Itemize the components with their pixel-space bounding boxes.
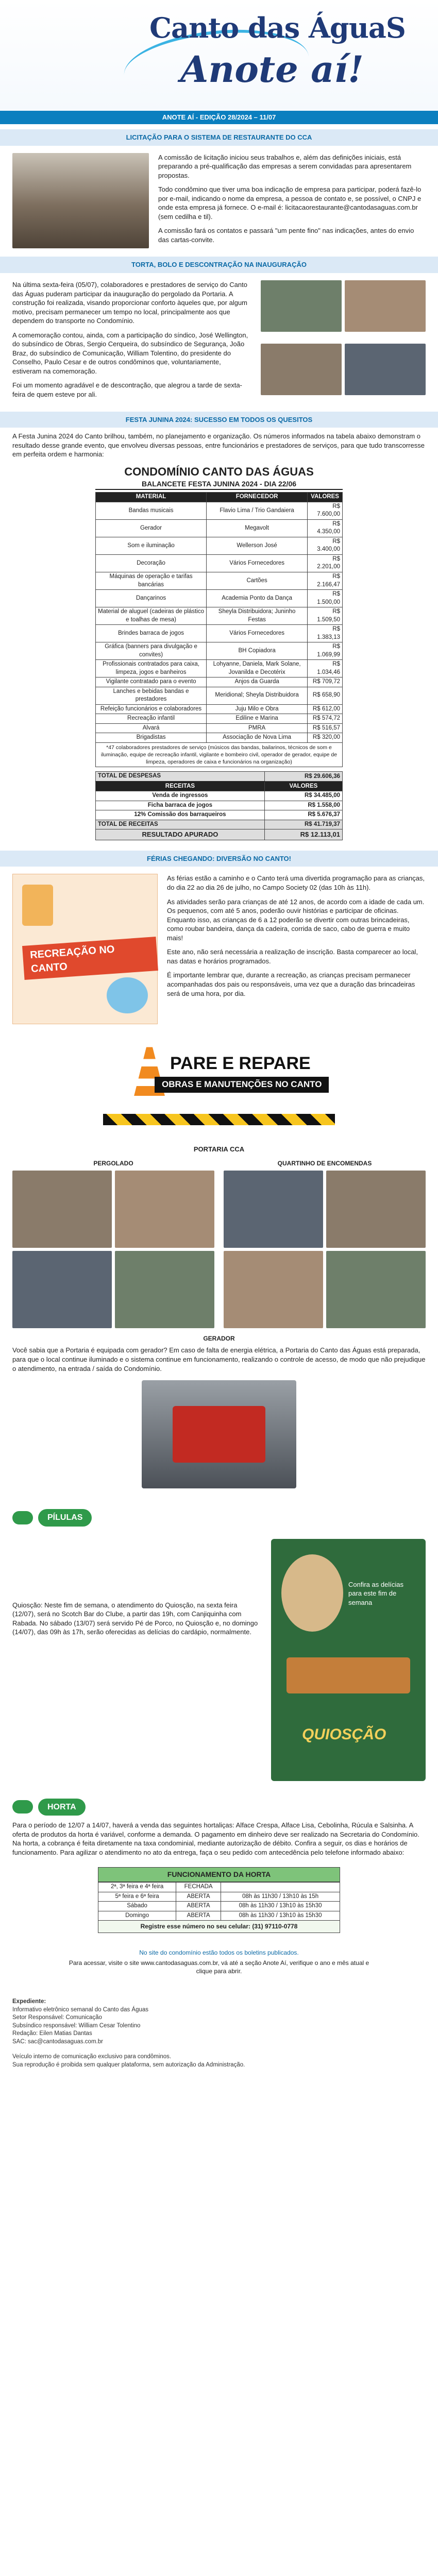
col-material: MATERIAL [96,493,207,502]
horta-row [98,1883,340,1892]
torta-p3: Foi um momento agradável e de descontração, que alegrou a tarde de sexta-feira de quem esteve por ali. [12,381,242,399]
receita-value: R$ 34.485,00 [264,791,342,801]
resultado-value: R$ 12.113,01 [264,829,342,840]
table-row [96,660,343,677]
valor-cell: R$ 516,57 [308,723,343,733]
section-title-ferias: FÉRIAS CHEGANDO: DIVERSÃO NO CANTO! [0,851,438,867]
valor-cell: R$ 7.600,00 [308,502,343,519]
horta-dias: 5ª feira e 6ª feira [98,1892,176,1902]
col-fornecedor: FORNECEDOR [207,493,308,502]
pergolado-photo [115,1171,214,1248]
expediente-line: Subsíndico responsável: William Cesar Tolentino [12,2022,141,2029]
ferias-p2: As atividades serão para crianças de até 12 anos, de acordo com a idade de cada um. Os pequenos, com até 5 anos, poderão ouvir histórias e participar de oficinas. Enquanto isso, as crianças de 6 a 12 poderão se divertir com outras brincadeiras, como roubar bandeira, dança da cadeira, corrida de saco, cabo de guerra e muito mais! [167,897,425,942]
pilulas-title: PÍLULAS [38,1509,92,1527]
fornecedor-cell: Wellerson José [207,537,308,554]
material-cell: Bandas musicais [96,502,207,519]
horta-row [98,1902,340,1911]
leaf-icon [12,1800,33,1814]
masthead [0,0,438,111]
table-row [96,554,343,572]
material-cell: Gráfica (banners para divulgação e convites) [96,642,207,660]
balancete-title: CONDOMÍNIO CANTO DAS ÁGUAS [124,465,314,478]
material-cell: Máquinas de operação e tarifas bancárias [96,572,207,589]
expediente-title: Expediente: [12,1998,46,2005]
obras-subtitle: OBRAS E MANUTENÇÕES NO CANTO [155,1077,329,1093]
portaria-title: PORTARIA CCA [193,1145,245,1154]
notice-line [0,1948,438,1957]
fornecedor-cell: Ediline e Marina [207,714,308,724]
quioscao-poster-subtitle: Confira as delícias para este fim de semana [348,1580,403,1606]
table-row [96,572,343,589]
table-row [96,607,343,625]
inauguration-photo [345,344,426,395]
valor-cell: R$ 1.069,99 [308,642,343,660]
fornecedor-cell: Vários Fornecedores [207,625,308,642]
recreacao-poster [12,874,158,1024]
expediente-line [12,2046,426,2053]
valor-cell: R$ 612,00 [308,704,343,714]
material-cell: Profissionais contratados para caixa, limpeza, jogos e banheiros [96,660,207,677]
material-cell: Gerador [96,519,207,537]
encomendas-photo [326,1251,426,1328]
restaurant-photo [12,153,149,248]
receita-value: R$ 5.676,37 [264,810,342,820]
section-title-festa: FESTA JUNINA 2024: SUCESSO EM TODOS OS QUESITOS [0,412,438,428]
material-cell: Decoração [96,554,207,572]
ferias-p3: Este ano, não será necessária a realização de inscrição. Basta comparecer ao local, nas datas e horários programados. [167,948,418,965]
horta-horario: 08h às 11h30 / 13h10 às 15h [221,1892,340,1902]
fornecedor-cell: Sheyla Distribuidora; Juninho Festas [207,607,308,625]
valor-cell: R$ 658,90 [308,687,343,704]
pergolado-photo [12,1251,112,1328]
fornecedor-cell: Juju Milo e Obra [207,704,308,714]
material-cell: Brindes barraca de jogos [96,625,207,642]
fornecedor-cell: Academia Ponto da Dança [207,590,308,607]
section-licitacao [0,146,438,257]
fornecedor-cell: Flavio Lima / Trio Gandaiera [207,502,308,519]
balancete-note: *47 colaboradores prestadores de serviço (músicos das bandas, bailarinos, técnicos de som e iluminação, equipe de recreação infantil, vigilante e bombeiro civil, operador de gerador, equipe de limpeza, operadores de caixa e funcionários na organização) [95,743,343,768]
generator-body [173,1406,265,1463]
fornecedor-cell: Megavolt [207,519,308,537]
gerador-text: Você sabia que a Portaria é equipada com gerador? Em caso de falta de energia elétrica, a Portaria do Canto das Águas está preparada, para que o local continue iluminado e o sistema continue em funcionamento, realizando o controle de acesso, de modo que não prejudique o atendimento, na entrada / saída do Condomínio. [12,1346,426,1372]
masthead-title: Canto das ÁguaS [149,11,406,44]
horta-header [0,1799,438,1816]
receitas-header: RECEITAS [96,782,265,791]
site-text: Para acessar, visite o site www.cantodasaguas.com.br, vá até a seção Anote Aí, verifique o ano e mês atual e clique para abrir. [69,1959,369,1975]
table-row [96,704,343,714]
horta-dias: Domingo [98,1911,176,1921]
material-cell: Som e iluminação [96,537,207,554]
material-cell: Vigilante contratado para o evento [96,677,207,687]
valor-cell: R$ 2.166,47 [308,572,343,589]
encomendas-photo [326,1171,426,1248]
fornecedor-cell: Anjos da Guarda [207,677,308,687]
quartinho-label: QUARTINHO DE ENCOMENDAS [277,1160,372,1167]
horta-table-title: FUNCIONAMENTO DA HORTA [98,1867,340,1882]
total-receitas-value: R$ 41.719,37 [264,820,342,829]
ferias-p4: É importante lembrar que, durante a recreação, as crianças precisam permanecer acompanhadas dos pais ou responsáveis, uma vez que a duração das brincadeiras será de uma hora, por dia. [167,971,415,997]
valor-cell: R$ 1.500,00 [308,590,343,607]
portaria-photos [0,1159,438,1328]
fornecedor-cell: Associação de Nova Lima [207,733,308,743]
table-row [96,687,343,704]
pare-repare-title: PARE E REPARE [170,1054,311,1074]
material-cell: Recreação infantil [96,714,207,724]
material-cell: Brigadistas [96,733,207,743]
fornecedor-cell: Meridional; Sheyla Distribuidora [207,687,308,704]
valor-cell: R$ 709,72 [308,677,343,687]
horta-dias: 2ª, 3ª feira e 4ª feira [98,1883,176,1892]
horta-row [98,1911,340,1921]
receita-label: 12% Comissão dos barraqueiros [96,810,265,820]
receita-label: Venda de ingressos [96,791,265,801]
expediente-line: SAC: sac@cantodasaguas.com.br [12,2038,103,2045]
quioscao-poster [271,1539,426,1781]
expediente-line: Sua reprodução é proibida sem qualquer plataforma, sem autorização da Administração. [12,2061,245,2068]
encomendas-photo [224,1251,323,1328]
pill-icon [12,1511,33,1524]
receita-label: Ficha barraca de jogos [96,801,265,810]
fornecedor-cell: Vários Fornecedores [207,554,308,572]
kid-illustration [22,885,53,926]
section-festa [0,428,438,848]
dish-photo [281,1554,343,1632]
quioscao-poster-title: QUIOSÇÃO [302,1725,386,1743]
valor-cell: R$ 1.383,13 [308,625,343,642]
encomendas-photo [224,1171,323,1248]
masthead-subtitle: Anote aí! [180,48,364,91]
licitacao-p2: Todo condômino que tiver uma boa indicação de empresa para participar, poderá fazê-lo por e-mail, indicando o nome da empresa, a pessoa de contato e, se possível, o CNPJ e onde esta empresa já fornece. O e-mail é: licitacaorestaurante@cantodasaguas.com.br (sem cedilha e til). [158,185,422,221]
edition-bar: ANOTE AÍ - EDIÇÃO 28/2024 – 11/07 [0,111,438,124]
material-cell: Material de aluguel (cadeiras de plástico e toalhas de mesa) [96,607,207,625]
licitacao-p3: A comissão fará os contatos e passará "um pente fino" nas indicações, antes do envio das cartas-convite. [158,227,414,244]
inauguration-photo [261,344,342,395]
receita-value: R$ 1.558,00 [264,801,342,810]
inauguration-photo [345,280,426,332]
fornecedor-cell: Cartões [207,572,308,589]
section-torta [0,273,438,412]
inauguration-photo [261,280,342,332]
fornecedor-cell: Lohyanne, Daniela, Mark Solane, Jovanilda e Decotérix [207,660,308,677]
receitas-values-header: VALORES [264,782,342,791]
fornecedor-cell: PMRA [207,723,308,733]
licitacao-p1: A comissão de licitação iniciou seus trabalhos e, além das definições iniciais, está preparando a pré-qualificação das empresas a serem convidadas para apresentarem propostas. [158,153,412,179]
table-row [96,733,343,743]
resultado-label: RESULTADO APURADO [96,829,265,840]
pilulas-text: Quiosção: Neste fim de semana, o atendimento do Quiosção, na sexta feira (12/07), será no Scotch Bar do Clube, a partir das 19h, com Canjiquinha com Rabada. No sábado (13/07) será servido Pé de Porco, no Quiosção e, no domingo (14/07), das 09h às 17h, serão oferecidas as delícias do cardápio, normalmente. [12,1601,258,1636]
section-title-torta: TORTA, BOLO E DESCONTRAÇÃO NA INAUGURAÇÃO [0,257,438,273]
table-row [96,714,343,724]
valor-cell: R$ 574,72 [308,714,343,724]
horta-table [98,1867,340,1933]
horta-dias: Sábado [98,1902,176,1911]
table-row [96,537,343,554]
receita-row [96,791,343,801]
pare-repare-banner [0,1037,438,1140]
receita-row [96,810,343,820]
festa-intro: A Festa Junina 2024 do Canto brilhou, também, no planejamento e organização. Os números informados na tabela abaixo demonstram o resultado desse grande evento, que envolveu diversas pessoas, entre funcionários e prestadores de serviços, para que tudo transcorresse em perfeita ordem e harmonia: [12,432,425,459]
expediente-line: Veículo interno de comunicação exclusivo para condôminos. [12,2054,172,2060]
horta-status: ABERTA [176,1902,221,1911]
section-title-licitacao: LICITAÇÃO PARA O SISTEMA DE RESTAURANTE DO CCA [0,129,438,146]
valor-cell: R$ 2.201,00 [308,554,343,572]
col-valores: VALORES [308,493,343,502]
material-cell: Alvará [96,723,207,733]
expediente-line: Informativo eletrônico semanal do Canto das Águas [12,2006,149,2013]
table-row [96,677,343,687]
expediente-line: Setor Responsável: Comunicação [12,2014,102,2021]
balancete-subtitle: BALANCETE FESTA JUNINA 2024 - DIA 22/06 [95,479,343,490]
notice-text: No site do condomínio estão todos os boletins publicados. [139,1948,299,1956]
hazard-stripe [103,1114,335,1125]
table-row [96,642,343,660]
fornecedor-cell: BH Copiadora [207,642,308,660]
horta-status: FECHADA [176,1883,221,1892]
table-row [96,590,343,607]
horta-status: ABERTA [176,1911,221,1921]
material-cell: Lanches e bebidas bandas e prestadores [96,687,207,704]
receita-row [96,801,343,810]
pergolado-photo [115,1251,214,1328]
total-despesas-value: R$ 29.606,36 [264,772,342,782]
horta-row [98,1892,340,1902]
balancete-table [95,464,343,840]
total-receitas-label: TOTAL DE RECEITAS [96,820,265,829]
sun-illustration [107,977,148,1013]
horta-horario [221,1883,340,1892]
table-row [96,519,343,537]
table-row [96,723,343,733]
valor-cell: R$ 1.034,46 [308,660,343,677]
section-pilulas [0,1532,438,1788]
gerador-label: GERADOR [203,1335,235,1343]
horta-horario: 08h às 11h30 / 13h10 às 15h30 [221,1911,340,1921]
total-despesas-label: TOTAL DE DESPESAS [96,772,265,782]
valor-cell: R$ 1.509,50 [308,607,343,625]
torta-p2: A comemoração contou, ainda, com a participação do síndico, José Wellington, do subsíndico de Obras, Sergio Cerqueira, do subsíndico de Segurança, João Braz, do subsíndico de Comunicação, William Tolentino, do presidente do Conselho, Paulo Cesar e de outros condôminos que, voluntariamente, estiveram na comemoração. [12,331,248,375]
material-cell: Dançarinos [96,590,207,607]
valor-cell: R$ 3.400,00 [308,537,343,554]
horta-text: Para o período de 12/07 a 14/07, haverá a venda das seguintes hortaliças: Alface Crespa, Alface Lisa, Cebolinha, Rúcula e Salsinha. A oferta de produtos da horta é variável, conforme a demanda. O pagamento em dinheiro deve ser realizado na Secretaria do Condomínio. Na horta, a cobrança é feita diretamente na taxa condominial, mediante autorização de débito. Confira a seguir, os dias e horários de funcionamento. Para agilizar o atendimento no ato da entrega, faça o seu pedido com antecedência pelo telefone informado abaixo: [12,1821,419,1856]
horta-status: ABERTA [176,1892,221,1902]
table-row [96,625,343,642]
gerador-photo [142,1380,296,1488]
horta-horario: 08h às 11h30 / 13h10 às 15h30 [221,1902,340,1911]
pergolado-label: PERGOLADO [93,1160,133,1167]
horta-title: HORTA [38,1799,86,1816]
valor-cell: R$ 4.350,00 [308,519,343,537]
valor-cell: R$ 320,00 [308,733,343,743]
table-row [96,502,343,519]
pergolado-photo [12,1171,112,1248]
horta-phone: Registre esse número no seu celular: (31) 97110-0778 [98,1921,340,1933]
dish-photo [287,1657,410,1693]
section-ferias [0,867,438,1031]
material-cell: Refeição funcionários e colaboradores [96,704,207,714]
torta-p1: Na última sexta-feira (05/07), colaboradores e prestadores de serviço do Canto das Águas puderam participar da inauguração do pergolado da Portaria. A construção foi realizada, visando proporcionar conforto àqueles que, por algum motivo, precisam permanecer um tempo no local, principalmente aos que dependem do transporte no Condomínio. [12,281,247,325]
expediente-line: Redação: Eilen Matias Dantas [12,2030,92,2037]
expediente [0,1991,438,2076]
ferias-p1: As férias estão a caminho e o Canto terá uma divertida programação para as crianças, do dia 22 ao dia 26 de julho, no Campo Society 02 (das 10h às 11h). [167,874,425,892]
pilulas-header [0,1509,438,1527]
recreacao-poster-label: RECREAÇÃO NO CANTO [22,937,158,980]
